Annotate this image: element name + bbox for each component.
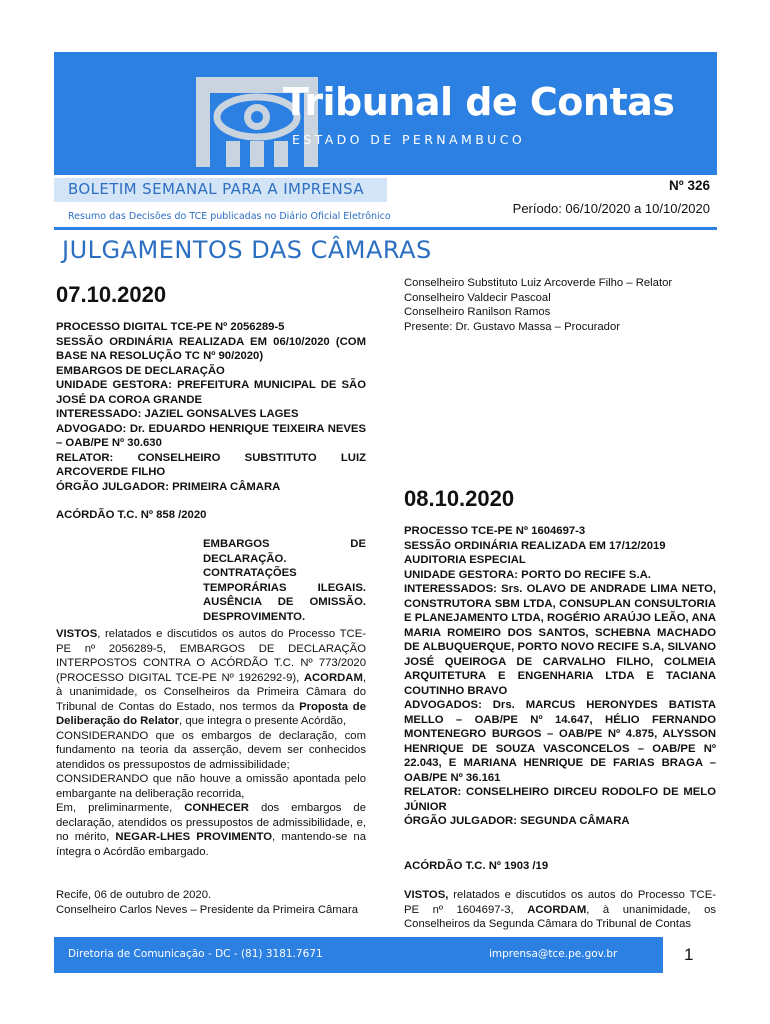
ementa: EMBARGOS DE DECLARAÇÃO. CONTRATAÇÕES TEMPORÁRIAS ILEGAIS. AUSÊNCIA DE OMISSÃO. DESPROVIMENTO. xyxy=(203,538,366,623)
process-line: ADVOGADOS: Drs. MARCUS HERONYDES BATISTA MELLO – OAB/PE Nº 14.647, HÉLIO FERNANDO MONTENEGRO BURGOS – OAB/PE Nº 4.875, ALYSSON HENRIQUE DE SOUZA VASCONCELOS – OAB/PE Nº 22.043, E MARIANA HENRIQUE DE FARIAS BRAGA – OAB/PE Nº 36.161 xyxy=(404,699,716,784)
process-line: INTERESSADOS: Srs. OLAVO DE ANDRADE LIMA NETO, CONSTRUTORA SBM LTDA, CONSUPLAN CONSULTORIA E PLANEJAMENTO LTDA, ROGÉRIO ARAÚJO LEÃO, ANA MARIA ROMEIRO DOS SANTOS, SCHEBNA MACHADO DE ALBUQUERQUE, PORTO NOVO RECIFE S.A, SILVANO JOSÉ QUEIROGA DE CARVALHO FILHO, COLMEIA ARQUITETURA E ENGENHARIA LTDA E TACIANA COUTINHO BRAVO xyxy=(404,583,716,697)
process-block-right xyxy=(404,524,716,829)
process-line: ÓRGÃO JULGADOR: PRIMEIRA CÂMARA xyxy=(56,480,281,493)
header-banner xyxy=(54,52,717,175)
considerando-1: CONSIDERANDO que os embargos de declaração, com fundamento na teoria da asserção, devem ser conhecidos atendidos os pressupostos de admissibilidade; xyxy=(56,729,366,771)
logo-subtitle: ESTADO DE PERNAMBUCO xyxy=(292,132,526,147)
negar-label: NEGAR-LHES PROVIMENTO xyxy=(115,831,273,843)
page-number: 1 xyxy=(684,945,694,964)
process-block-left xyxy=(56,320,366,494)
signature-line: Presente: Dr. Gustavo Massa – Procurador xyxy=(404,320,620,333)
conhecer-label: CONHECER xyxy=(184,802,249,814)
issue-number: Nº 326 xyxy=(669,178,710,193)
signature-line: Recife, 06 de outubro de 2020. xyxy=(56,889,212,901)
signature-line: Conselheiro Carlos Neves – Presidente da Primeira Câmara xyxy=(56,903,359,916)
bulletin-subtitle: Resumo das Decisões do TCE publicadas no Diário Oficial Eletrônico xyxy=(68,211,391,222)
logo-title: Tribunal de Contas xyxy=(283,80,675,124)
acordam-label: ACORDAM xyxy=(527,903,587,916)
process-line: EMBARGOS DE DECLARAÇÃO xyxy=(56,364,225,377)
decision-body-right: VISTOS, relatados e discutidos os autos do Processo TCE-PE nº 1604697-3, ACORDAM, à unanimidade, os Conselheiros da Segunda Câmara do Tribunal de Contas xyxy=(404,889,716,930)
signature-line: Conselheiro Substituto Luiz Arcoverde Filho – Relator xyxy=(404,277,673,289)
date-heading-right: 08.10.2020 xyxy=(404,486,515,511)
process-line: ADVOGADO: Dr. EDUARDO HENRIQUE TEIXEIRA NEVES – OAB/PE Nº 30.630 xyxy=(56,422,366,449)
process-line: RELATOR: CONSELHEIRO DIRCEU RODOLFO DE MELO JÚNIOR xyxy=(404,786,716,813)
process-line: SESSÃO ORDINÁRIA REALIZADA EM 17/12/2019 xyxy=(404,539,666,552)
period: Período: 06/10/2020 a 10/10/2020 xyxy=(512,201,710,216)
considerando-2: CONSIDERANDO que não houve a omissão apontada pelo embargante na deliberação recorrida, xyxy=(56,773,366,800)
vistos-label: VISTOS, xyxy=(404,889,449,901)
process-line: AUDITORIA ESPECIAL xyxy=(404,554,526,566)
acordao-right: ACÓRDÃO T.C. Nº 1903 /19 xyxy=(404,860,549,872)
signature-line: Conselheiro Valdecir Pascoal xyxy=(404,291,551,304)
process-line: UNIDADE GESTORA: PREFEITURA MUNICIPAL DE SÃO JOSÉ DA COROA GRANDE xyxy=(56,379,366,406)
signature-left xyxy=(56,888,366,917)
process-line: ÓRGÃO JULGADOR: SEGUNDA CÂMARA xyxy=(404,815,630,827)
process-line: PROCESSO DIGITAL TCE-PE Nº 2056289-5 xyxy=(56,321,285,333)
footer-contact: Diretoria de Comunicação - DC - (81) 3181.7671 xyxy=(68,948,323,960)
process-line: PROCESSO TCE-PE Nº 1604697-3 xyxy=(404,525,586,537)
divider xyxy=(54,227,717,230)
footer-email: imprensa@tce.pe.gov.br xyxy=(489,948,618,960)
signatures-right-top xyxy=(404,276,716,334)
decision-body-left: VISTOS, relatados e discutidos os autos do Processo TCE-PE nº 2056289-5, EMBARGOS DE DECLARAÇÃO INTERPOSTOS CONTRA O ACÓRDÃO T.C. Nº 773/2020 (PROCESSO DIGITAL TCE-PE Nº 1926292-9), ACORDAM, à unanimidade, os Conselheiros da Primeira Câmara do Tribunal de Contas do Estado, nos termos da Proposta de Deliberação do Relator, que integra o presente Acórdão, CONSIDERANDO que os embargos de declaração, com fundamento na teoria da asserção, devem ser conhecidos atendidos os pressupostos de admissibilidade; CONSIDERANDO que não houve a omissão apontada pelo embargante na deliberação recorrida, Em, preliminarmente, CONHECER dos embargos de declaração, atendidos os pressupostos de admissibilidade, e, no mérito, NEGAR-LHES PROVIMENTO, mantendo-se na íntegra o Acórdão embargado. xyxy=(56,628,366,858)
process-line: UNIDADE GESTORA: PORTO DO RECIFE S.A. xyxy=(404,568,651,581)
acordao-left: ACÓRDÃO T.C. Nº 858 /2020 xyxy=(56,509,207,521)
process-line: INTERESSADO: JAZIEL GONSALVES LAGES xyxy=(56,408,299,420)
process-line: SESSÃO ORDINÁRIA REALIZADA EM 06/10/2020 (COM BASE NA RESOLUÇÃO TC Nº 90/2020) xyxy=(56,335,366,362)
bulletin-title: BOLETIM SEMANAL PARA A IMPRENSA xyxy=(68,180,364,198)
acordam-label: ACORDAM xyxy=(303,671,363,684)
date-heading-left: 07.10.2020 xyxy=(56,282,167,307)
signature-line: Conselheiro Ranilson Ramos xyxy=(404,306,551,318)
section-title: JULGAMENTOS DAS CÂMARAS xyxy=(62,236,432,264)
process-line: RELATOR: CONSELHEIRO SUBSTITUTO LUIZ ARCOVERDE FILHO xyxy=(56,451,366,478)
proposta-label: Proposta de Deliberação do Relator xyxy=(56,700,366,727)
vistos-label: VISTOS xyxy=(56,628,98,640)
